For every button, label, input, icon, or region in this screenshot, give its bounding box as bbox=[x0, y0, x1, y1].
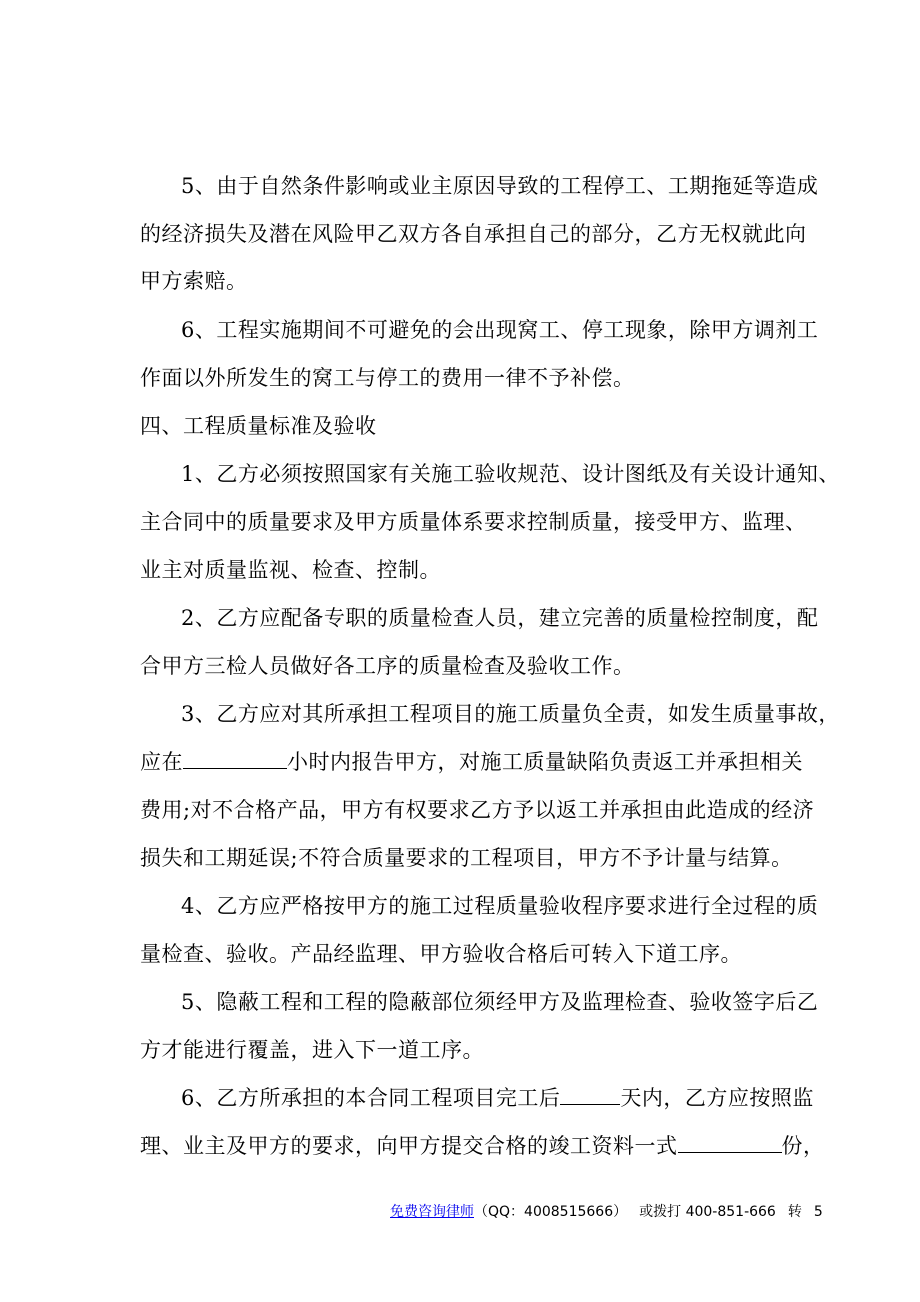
page-number: 5 bbox=[813, 1204, 823, 1220]
fill-in-blank[interactable] bbox=[183, 748, 287, 769]
page-footer bbox=[390, 1202, 823, 1222]
paragraph-line: 3、乙方应对其所承担工程项目的施工质量负全责，如发生质量事故， bbox=[181, 702, 840, 726]
paragraph-line: 1、乙方必须按照国家有关施工验收规范、设计图纸及有关设计通知、 bbox=[181, 462, 840, 486]
section-heading: 四、工程质量标准及验收 bbox=[140, 414, 377, 438]
paragraph-line: 5、由于自然条件影响或业主原因导致的工程停工、工期拖延等造成 bbox=[181, 174, 819, 198]
paragraph-line: 6、工程实施期间不可避免的会出现窝工、停工现象，除甲方调剂工 bbox=[181, 318, 819, 342]
free-consult-link[interactable]: 免费咨询律师 bbox=[390, 1204, 474, 1220]
paragraph-line: 2、乙方应配备专职的质量检查人员，建立完善的质量检控制度，配 bbox=[181, 606, 819, 630]
fill-in-blank[interactable] bbox=[560, 1084, 620, 1105]
paragraph-line: 合甲方三检人员做好各工序的质量检查及验收工作。 bbox=[140, 654, 635, 678]
paragraph-line: 主合同中的质量要求及甲方质量体系要求控制质量，接受甲方、监理、 bbox=[140, 510, 807, 534]
paragraph-line: 量检查、验收。产品经监理、甲方验收合格后可转入下道工序。 bbox=[140, 942, 742, 966]
paragraph-line: 方才能进行覆盖，进入下一道工序。 bbox=[140, 1038, 484, 1062]
transfer-text: 转 bbox=[787, 1204, 802, 1220]
paragraph-line: 5、隐蔽工程和工程的隐蔽部位须经甲方及监理检查、验收签字后乙 bbox=[181, 990, 819, 1014]
paragraph-line: 作面以外所发生的窝工与停工的费用一律不予补偿。 bbox=[140, 366, 635, 390]
line-text: 理、业主及甲方的要求，向甲方提交合格的竣工资料一式 bbox=[140, 1134, 678, 1158]
line-text: 份， bbox=[781, 1134, 825, 1158]
paragraph-line: 损失和工期延误;不符合质量要求的工程项目，甲方不予计量与结算。 bbox=[140, 846, 793, 870]
qq-text: （QQ：4008515666） bbox=[474, 1204, 628, 1220]
paragraph-line: 的经济损失及潜在风险甲乙双方各自承担自己的部分，乙方无权就此向 bbox=[140, 222, 807, 246]
paragraph-line bbox=[140, 748, 803, 776]
fill-in-blank[interactable] bbox=[678, 1132, 782, 1153]
paragraph-line bbox=[181, 1084, 814, 1112]
line-text: 6、乙方所承担的本合同工程项目完工后 bbox=[181, 1086, 561, 1110]
line-text: 天内，乙方应按照监 bbox=[620, 1086, 814, 1110]
paragraph-line: 4、乙方应严格按甲方的施工过程质量验收程序要求进行全过程的质 bbox=[181, 894, 819, 918]
line-text: 应在 bbox=[140, 750, 183, 774]
paragraph-line: 业主对质量监视、检查、控制。 bbox=[140, 558, 441, 582]
paragraph-line bbox=[140, 1132, 825, 1160]
paragraph-line: 甲方索赔。 bbox=[140, 269, 248, 293]
phone-text: 或拨打 400-851-666 bbox=[639, 1204, 776, 1220]
line-text: 小时内报告甲方，对施工质量缺陷负责返工并承担相关 bbox=[287, 750, 803, 774]
paragraph-line: 费用;对不合格产品，甲方有权要求乙方予以返工并承担由此造成的经济 bbox=[140, 798, 815, 822]
